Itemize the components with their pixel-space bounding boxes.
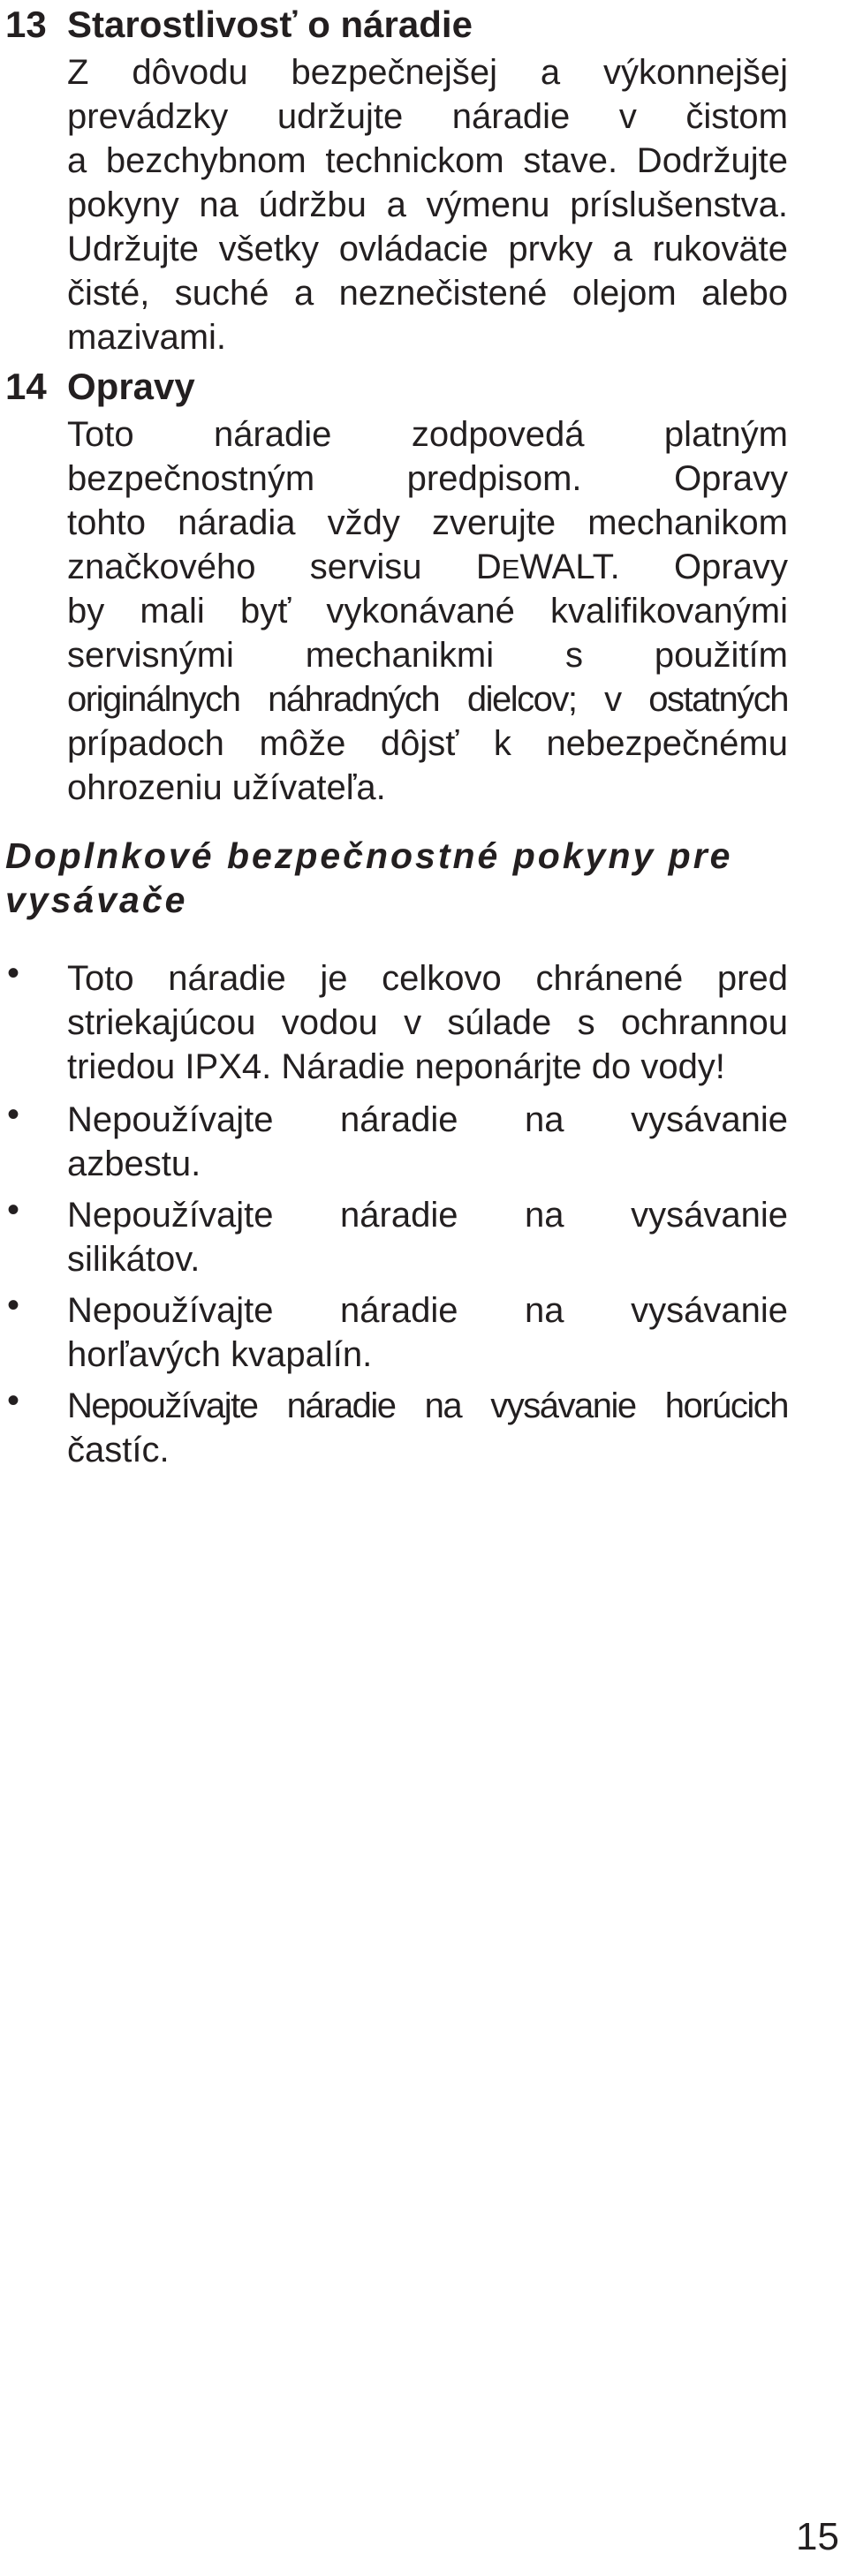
bullet-text-line: Toto náradie je celkovo chránené pred	[67, 959, 788, 998]
bullet-text-line: Nepoužívajte náradie na vysávanie horúcich	[67, 1386, 788, 1425]
section-13-line: mazivami.	[67, 318, 227, 357]
bullet-marker: •	[7, 1286, 20, 1325]
section-14-line: tohto náradia vždy zverujte mechanikom	[67, 503, 788, 542]
section-14-line: by mali byť vykonávané kvalifikovanými	[67, 592, 788, 631]
bullet-marker: •	[7, 1381, 20, 1420]
section-14-title: Opravy	[67, 366, 195, 407]
section-14-line: prípadoch môže dôjsť k nebezpečnému	[67, 724, 788, 763]
section-13-number: 13	[5, 4, 47, 45]
bullet-marker: •	[7, 1190, 20, 1229]
bullet-text-line: Nepoužívajte náradie na vysávanie	[67, 1291, 788, 1330]
bullet-text-line: striekajúcou vodou v súlade s ochrannou	[67, 1003, 788, 1042]
section-14-line: bezpečnostným predpisom. Opravy	[67, 459, 788, 498]
bullet-text-line: častíc.	[67, 1431, 170, 1469]
section-14-line: originálnych náhradných dielcov; v ostatných	[67, 680, 788, 719]
section-14-number: 14	[5, 366, 47, 407]
brand-name: DEWALT.	[475, 548, 620, 586]
section-14-line: ohrozeniu užívateľa.	[67, 768, 386, 807]
bullet-marker: •	[7, 954, 20, 993]
section-13-line: pokyny na údržbu a výmenu príslušenstva.	[67, 185, 788, 224]
additional-safety-heading-continued: vysávače	[5, 880, 188, 920]
section-13-line: Udržujte všetky ovládacie prvky a rukoväte	[67, 230, 788, 268]
section-13-line: a bezchybnom technickom stave. Dodržujte	[67, 141, 788, 180]
section-14-brand-line	[67, 542, 788, 592]
bullet-text-line: triedou IPX4. Náradie neponárjte do vody!	[67, 1047, 725, 1086]
bullet-text-line: azbestu.	[67, 1144, 201, 1183]
additional-safety-heading: Doplnkové bezpečnostné pokyny pre	[5, 835, 733, 876]
bullet-marker: •	[7, 1095, 20, 1134]
bullet-text-line: silikátov.	[67, 1240, 201, 1279]
section-13-line: čisté, suché a neznečistené olejom alebo	[67, 274, 788, 313]
section-13-title: Starostlivosť o náradie	[67, 4, 473, 45]
bullet-text-line: Nepoužívajte náradie na vysávanie	[67, 1100, 788, 1139]
bullet-text-line: Nepoužívajte náradie na vysávanie	[67, 1196, 788, 1235]
section-13-line: prevádzky udržujte náradie v čistom	[67, 97, 788, 136]
section-14-line: Toto náradie zodpovedá platným	[67, 415, 788, 454]
brand-line-suffix: Opravy	[674, 548, 788, 586]
section-14-line: servisnými mechanikmi s použitím	[67, 636, 788, 675]
page-number: 15	[796, 2515, 839, 2558]
brand-line-prefix: značkového servisu	[67, 548, 422, 586]
bullet-text-line: horľavých kvapalín.	[67, 1335, 373, 1374]
section-13-line: Z dôvodu bezpečnejšej a výkonnejšej	[67, 53, 788, 92]
